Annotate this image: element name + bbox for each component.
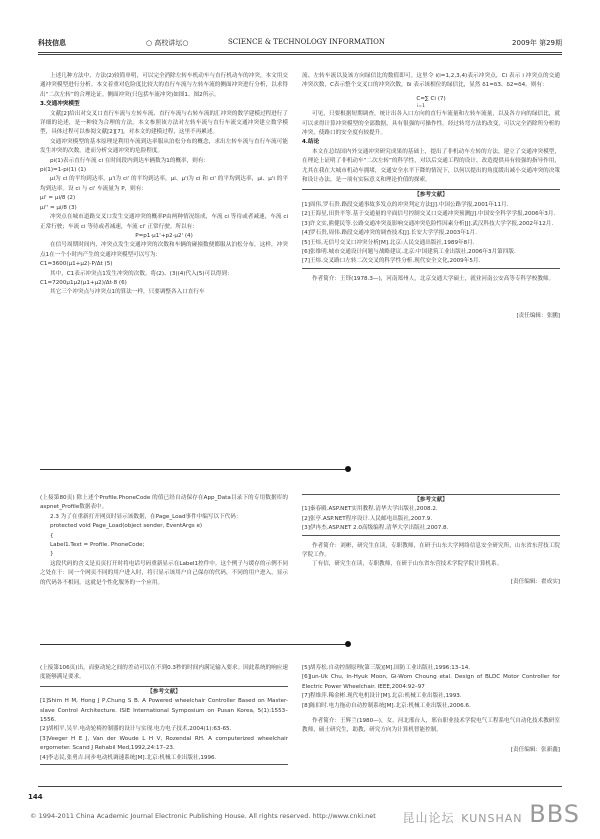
references-list	[302, 505, 560, 533]
reference-item: [1]周伟,罗石贵.路段交通事故多发点的冲突判定方法[J].中国公路学报,2001年11月.	[302, 201, 509, 208]
separator-dot	[345, 641, 351, 647]
author-bio: 作者简介：王辉兰(1980—)，女，河北邢台人，邢台职业技术学院电气工程系电气自动化技术教研室教师，硕士研究生，助教，研究方向为计算机智能控制。	[302, 718, 560, 734]
journal-name-en: SCIENCE & TECHNOLOGY INFORMATION	[228, 38, 385, 46]
reference-item: [5]胡寿松.自动控制原理(第三版)[M].国防工业出版社,1996:13–14.	[302, 665, 471, 671]
paragraph: (上接第80页) 除上述个Profile.PhoneCode 的值已经自动保存在App_Data目录下的专用数据库的aspnet_Profile数据表中。	[40, 495, 288, 511]
section-heading: 3.交通冲突模型	[40, 101, 80, 108]
code-line: protected void Page_Load(object sender, EventArgs e)	[50, 523, 203, 530]
reference-item: [6]Jun-Uk Chu, In-Hyuk Moon, Gi-Wom Choung etal. Design of BLDC Motor Controller for Electric Power Wheelchair. IEEE,2004:92–97	[302, 674, 560, 690]
watermark-bbs: BBS	[529, 800, 580, 828]
paragraph: 这段代码的含义是页页打开时将电话号码重新显示在Label1控件中。这个例子与缓存的示例不同之处在于：同一个网页不同的用户进入时，将只显示该用户自己保存的代码，不同的用户进入，显示的代码各不相同。这就是个性化服务的一个应用。	[40, 560, 288, 586]
article3-left-column	[40, 664, 288, 765]
journal-name: 科技信息	[38, 39, 66, 47]
formula: μi'' = μi/8 (3)	[40, 204, 77, 211]
reference-item: [3]许文实,熊健民等.公路交通冲突及影响交通冲突危险性因素分析[J].武汉科技大学学报,2002年12月.	[302, 220, 554, 227]
watermark-logo	[403, 800, 580, 828]
references-list	[40, 697, 288, 763]
reference-item: [2]王海星,田贵平等.基于交通量的平面信号控制交叉口交通冲突预测[J].中国安全科学学报,2006年3月.	[302, 211, 556, 218]
formula: P=p1·μ1'+p2·μ2' (4)	[135, 232, 193, 239]
reference-item: [8]陈伯时.电力拖动自动控制系统[M].北京:机械工业出版社,2006.6.	[302, 702, 471, 709]
reference-item: [2]胡相平,吴平.电动轮椅控制器的设计与实现.电力电子技术,2004(1):63-65.	[40, 726, 232, 733]
formula: μi' = μi/8 (2)	[40, 195, 76, 202]
reference-item: [7]程维萍.稀金彬.现代电机设计[M].北京:机械工业出版社,1993.	[302, 693, 462, 700]
references-title: 【参考文献】	[414, 497, 448, 503]
paragraph: 其中，C1表示冲突点1发生冲突的次数。将(2)、(3)(4)代入(5)可以得到：	[50, 270, 233, 277]
code-line: }	[50, 551, 54, 558]
references-title: 【参考文献】	[414, 192, 448, 199]
article2-right-column	[302, 494, 560, 587]
article1-right-column	[302, 72, 560, 322]
paragraph: 文献[2]给出对交叉口直行车流与左转车流、直行车流与右转车流的汇冲突的数学建模过程进行了详细的论述，是一种较为合理的方法。本文参照该方法对左转车流与直行车流交通冲突建立数学模型，具体过程可以参阅文献[2][7]，对本文的建模过程，这里不再累述。	[40, 110, 288, 136]
section-name: ○ 高校讲坛○	[146, 39, 189, 47]
article-separator	[40, 469, 345, 470]
paragraph: 交通冲突模型的基本原理是利用车流到达率服从泊松分布的概念，求出左转车流与直行车流可能发生冲突的次数，进而分析交通冲突的危险程度。	[40, 138, 288, 155]
separator-dot	[345, 466, 351, 472]
formula: C=∑ Ci (7)	[416, 95, 446, 102]
paragraph: 2.3 为了在重新打开网页时显示该数据，在Page_Load事件中编写以下代码：	[50, 513, 242, 520]
editor-credit: [责任编辑：翟成实]	[510, 578, 560, 585]
references-block	[302, 189, 560, 268]
footer-rule	[38, 786, 562, 787]
editor-credit: [责任编辑：张新鑫]	[510, 746, 560, 753]
editor-credit: [责任编辑：张鹏]	[516, 313, 560, 320]
references-block	[40, 686, 288, 765]
paragraph: 可见，只要根据短期调查，统计出各入口方向的直行车流量和左转车流量，以及各方向的绿信比，就可以求得计算冲突模型的全部数据，具有很强的可操作性。经过转弯方法的改变，可以完全消除所分析的冲突，使路口的安全度有较提升。	[302, 111, 560, 137]
formula-subscript: i=1	[417, 104, 425, 110]
paragraph: 其它三个冲突点与冲突点1的算法一样，只要调整各入口直行车	[50, 289, 205, 296]
paragraph: μi为 ci 的平均到达率，μ'i为 ci' 的平均到达率，μi、μ'i为 ci 和 ci' 的平均到达率，μi、μ'i 的平均到达率。设 ci 与 ci' 车流量为 P，则有：	[40, 176, 288, 192]
references-list	[302, 201, 560, 267]
article3-right-column	[302, 664, 560, 755]
section-heading: 4.结论	[302, 139, 320, 146]
reference-item: [4]李志民,张勇吉.同步电动机调速系统[M].北京:机械工业出版社,1996.	[40, 754, 217, 761]
paragraph: pi(1)表示直行车流 ci 在时间段内到达车辆数为1的概率，则有：	[50, 157, 210, 164]
code-line: Label1.Text = Profile. PhoneCode;	[50, 542, 145, 549]
reference-item: [3]伊冉杰.ASP.NET 2.0高级编程.清华大学出版社,2007.8.	[302, 525, 449, 532]
issue-label: 2009年 第29期	[512, 39, 562, 47]
formula: C1=3600(μ1+μ2)·P/Δt (5)	[40, 261, 113, 268]
reference-item: [1]秦春殿.ASP.NET实用教程.清华大学出版社,2008.2.	[302, 506, 438, 513]
reference-item: [2]张亭.ASP.NET程序设计.人民邮电出版社,2007.9.	[302, 515, 433, 522]
formula: pi(1)=1-pi(1) (1)	[40, 167, 87, 174]
page-header	[38, 38, 562, 52]
references-list	[302, 664, 560, 711]
copyright-line: © 1994-2011 China Academic Journal Electronic Publishing House. All rights reserved. http://www.cnki.net	[30, 812, 376, 820]
author-bio: 丁有信，研究生在读，专职教师，在研于山东省东营技术学院学院计算机系。	[312, 561, 503, 568]
paragraph: 在信号周期时间内，冲突点发生交通冲突的次数和车辆的碰撞数便都服从泊松分布，这样，冲突点1在一个小时内产生的交通冲突模型可以写为：	[40, 242, 288, 258]
reference-item: [1]Shim H M, Hong J P,Chung S B. A Powered wheelchair Controller Based on Master-slave Control Architecture. ISIE International Symposium on Pusan Korea, 5(1):1553–1556.	[40, 698, 288, 724]
paragraph: (上接第106页)出，而驱动轮之间的差动可以在不到0.3秒的时间内满足输入要求。因此系统的响应速度能够满足要求。	[40, 665, 288, 681]
formula: C1=7200μ1μ2(μ1+μ2)/Δt·8 (6)	[40, 279, 127, 286]
paragraph: 流、左转车流以及该方向绿信比的数值即可。这里令 i(i=1,2,3,4)表示冲突点，Ci 表示 i 冲突点的交通冲突次数，C表示整个交叉口的冲突次数，δi 表示该相位的绿信比，显然 δ1=δ3、δ2=δ4。则有：	[302, 73, 560, 89]
reference-item: [5]王炜,无信号交叉口冲突分析[M].北京:人民交通出版社,1989年8月.	[302, 239, 475, 246]
paragraph: 冲突点在城市道路交叉口发生交通冲突的概率P由两种情况组成，车流 ci 等待或者减速，车流 ci 正常行驶；车流 ci 等待或者减速，车流 ci' 正常行驶。所以有：	[40, 214, 288, 230]
references-block	[302, 494, 560, 536]
reference-item: [4]罗石贵,周伟.路段交通冲突的调查技术[J].长安大学学报,2003年1月.	[302, 230, 477, 237]
watermark-cn: 昆山论坛	[402, 811, 455, 825]
article2-left-column	[40, 494, 288, 588]
code-line: {	[50, 532, 54, 539]
reference-item: [3]Veeger H E J, Van der Woude L H V, Rozendal RH. A computerized wheelchair ergometer. Scand J Rehabil Med,1992,24:17–23.	[40, 735, 288, 752]
references-title: 【参考文献】	[147, 688, 181, 695]
author-bio: 作者简介：王铎(1978.3—)，河南郑州人，北京交通大学硕士，就业河南公安高等专科学校教师。	[312, 275, 555, 282]
paragraph: 上述几种方法中，方法(2)较简单明，可以完全消除左转车机动车与直行机动车的冲突，本文用交通冲突模型进行分析。本文着重对危险度比较大的直行车流与左转车流的侧面冲突进行分析，以求得出“二次左转”的合理论证。侧面冲突(只包括车流冲突)如图1、图2所示。	[40, 73, 288, 98]
page-number: 144	[28, 793, 43, 801]
article-separator	[40, 644, 345, 645]
reference-item: [6]张维明.城市交通设计问题与战略建议.北京:中国建筑工业出版社,2006年3月第四版.	[302, 248, 516, 255]
header-rule-thin	[38, 54, 562, 55]
article1-left-column	[40, 72, 288, 298]
reference-item: [7]王炜.交叉路口左转二次交叉的科学性分析.现代安全文化,2009年5月.	[302, 258, 481, 265]
author-bio: 作者简介：刘彬，研究生在读，专职教师，在研于山东大学网络信息安全研究所，山东省东营技工院学院工作。	[302, 542, 560, 559]
watermark-en: KUNSHAN	[461, 812, 523, 825]
paragraph: 本文在总结国内外交通冲突研究成果的基础上，提出了非机动车左转的方法，建立了交通冲突模型，在理论上证明了非机动车“二次左转”的科学性，对以后交通工程的设计、改造提供具有较强的指导作用，尤其在我在大城市机动车拥堵，交通安全水平下降的情况下，以何以提出的角度缓出减小交通冲突的决策和设计办法，是一项有实际意义和理论价值的探索。	[302, 148, 560, 184]
header-rule	[38, 52, 562, 53]
